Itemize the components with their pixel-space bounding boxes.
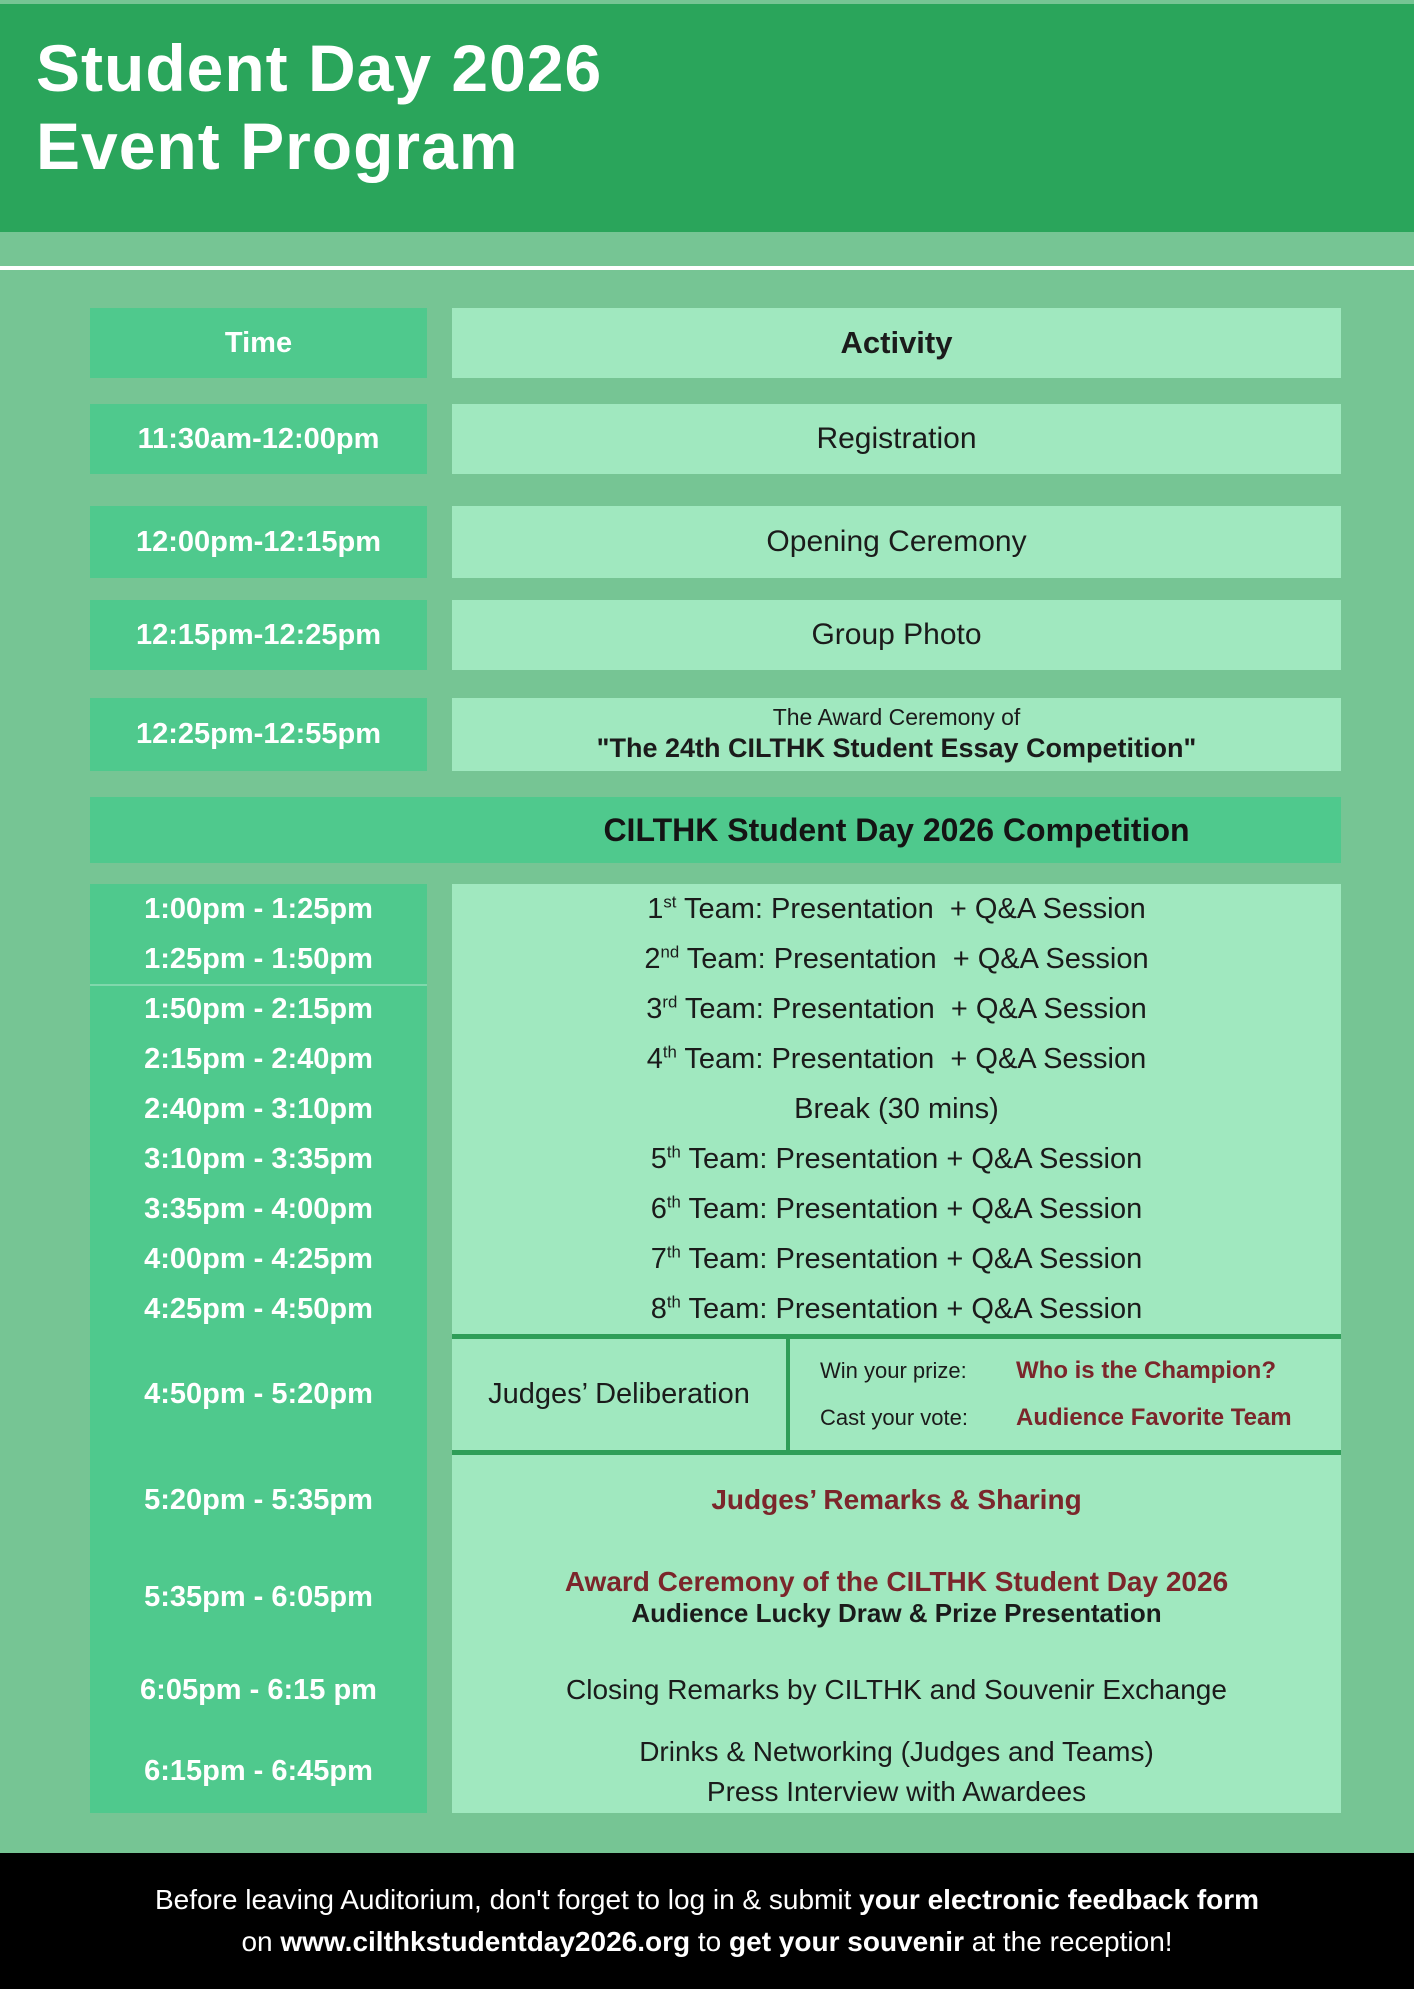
time-column-seam [90,984,427,986]
time-cell: 12:00pm-12:15pm [90,506,427,578]
footer-text: at the reception! [963,1926,1173,1957]
time-cell: 11:30am-12:00pm [90,404,427,474]
judges-deliberation-row [452,1334,1341,1455]
break-label: Break (30 mins) [794,1092,999,1125]
time-cell: 2:40pm - 3:10pm [144,1092,373,1125]
table-row [90,506,1341,578]
team-label: 4th Team: Presentation + Q&A Session [646,1041,1147,1075]
team-label: 6th Team: Presentation + Q&A Session [650,1191,1143,1225]
ordinal-suffix: th [666,1241,681,1261]
activity-cell: Group Photo [452,600,1341,670]
footer-feedback-form-text: your electronic feedback form [859,1884,1260,1915]
team-label: 8th Team: Presentation + Q&A Session [650,1291,1143,1325]
ordinal-suffix: rd [662,991,678,1011]
press-interview-label: Press Interview with Awardees [706,1775,1087,1807]
footer-website-url: www.cilthkstudentday2026.org [280,1926,691,1957]
award-ceremony-label: Award Ceremony of the CILTHK Student Day 2026 [564,1566,1229,1597]
time-cell: 6:15pm - 6:45pm [144,1755,373,1787]
drinks-networking-label: Drinks & Networking (Judges and Teams) [639,1736,1154,1768]
vote-line [820,1404,1341,1432]
section-bar-spacer [90,797,452,863]
deliberation-info-cell [790,1339,1341,1450]
activity-column-header: Activity [452,308,1341,378]
prize-line [820,1357,1341,1385]
footer-line2 [241,1921,1172,1963]
footer-text: to [690,1926,730,1957]
activity-cell [452,698,1341,771]
time-cell: 4:00pm - 4:25pm [144,1242,373,1275]
time-column-header: Time [90,308,427,378]
time-cell: 6:05pm - 6:15 pm [140,1673,377,1706]
activity-cell [452,1650,1341,1730]
time-cell: 1:00pm - 1:25pm [144,892,373,925]
judges-remarks-label: Judges’ Remarks & Sharing [711,1484,1082,1515]
ordinal-suffix: th [666,1191,681,1211]
time-cell: 3:35pm - 4:00pm [144,1192,373,1225]
footer-text: on [241,1926,281,1957]
judges-deliberation-label: Judges’ Deliberation [452,1339,790,1450]
time-cell: 5:20pm - 5:35pm [144,1483,373,1516]
ordinal-suffix: th [666,1291,681,1311]
team-label: 5th Team: Presentation + Q&A Session [650,1141,1143,1175]
activity-cell [452,884,1341,934]
table-header-row [90,308,1341,378]
activity-cell: Registration [452,404,1341,474]
footer-line1 [155,1879,1259,1921]
table-row [90,404,1341,474]
activity-cell [452,1455,1341,1545]
team-presentation-rows [452,884,1341,1334]
activity-cell [452,1084,1341,1134]
award-ceremony-intro: The Award Ceremony of [772,704,1021,731]
prize-prompt: Win your prize: [820,1358,967,1384]
team-label: 7th Team: Presentation + Q&A Session [650,1241,1143,1275]
activity-cell [452,1034,1341,1084]
time-cell: 3:10pm - 3:35pm [144,1142,373,1175]
activity-cell [452,934,1341,984]
ordinal-suffix: nd [660,941,680,961]
prize-value: Who is the Champion? [1016,1357,1276,1385]
poster-title-line1: Student Day 2026 [36,31,603,105]
activity-cell [452,1284,1341,1334]
ordinal-suffix: th [662,1041,677,1061]
closing-activity-rows [452,1455,1341,1813]
vote-prompt: Cast your vote: [820,1404,968,1430]
closing-remarks-label: Closing Remarks by CILTHK and Souvenir Exchange [566,1674,1227,1706]
team-label: 2nd Team: Presentation + Q&A Session [644,941,1149,975]
activity-cell [452,1545,1341,1650]
divider-line [0,266,1414,270]
competition-time-column [90,884,427,1813]
activity-cell [452,1730,1341,1813]
activity-cell [452,1134,1341,1184]
lucky-draw-label: Audience Lucky Draw & Prize Presentation [631,1598,1162,1628]
time-cell: 4:50pm - 5:20pm [144,1378,373,1410]
ordinal-suffix: st [663,891,677,911]
activity-cell: Opening Ceremony [452,506,1341,578]
activity-cell [452,984,1341,1034]
footer-banner [0,1853,1414,1989]
header-banner [0,4,1414,232]
competition-activity-column [452,884,1341,1813]
activity-cell [452,1234,1341,1284]
footer-text: Before leaving Auditorium, don't forget to log in & submit [154,1884,860,1915]
poster-title [0,4,1414,186]
essay-competition-title: "The 24th CILTHK Student Essay Competition" [596,733,1197,763]
table-row [90,698,1341,771]
time-cell: 1:25pm - 1:50pm [144,942,373,975]
team-label: 1st Team: Presentation + Q&A Session [647,891,1146,925]
footer-souvenir-text: get your souvenir [729,1926,964,1957]
poster-title-line2: Event Program [36,108,519,183]
ordinal-suffix: th [666,1141,681,1161]
time-cell: 4:25pm - 4:50pm [144,1292,373,1325]
time-cell: 2:15pm - 2:40pm [144,1042,373,1075]
competition-section-title: CILTHK Student Day 2026 Competition [603,811,1190,848]
table-row [90,600,1341,670]
time-cell: 12:25pm-12:55pm [90,698,427,771]
time-cell: 5:35pm - 6:05pm [144,1581,373,1613]
time-cell: 1:50pm - 2:15pm [144,992,373,1025]
team-label: 3rd Team: Presentation + Q&A Session [646,991,1147,1025]
vote-value: Audience Favorite Team [1016,1403,1292,1431]
activity-cell [452,1184,1341,1234]
time-cell: 12:15pm-12:25pm [90,600,427,670]
competition-block [90,884,1341,1813]
competition-section-bar [90,797,1341,863]
